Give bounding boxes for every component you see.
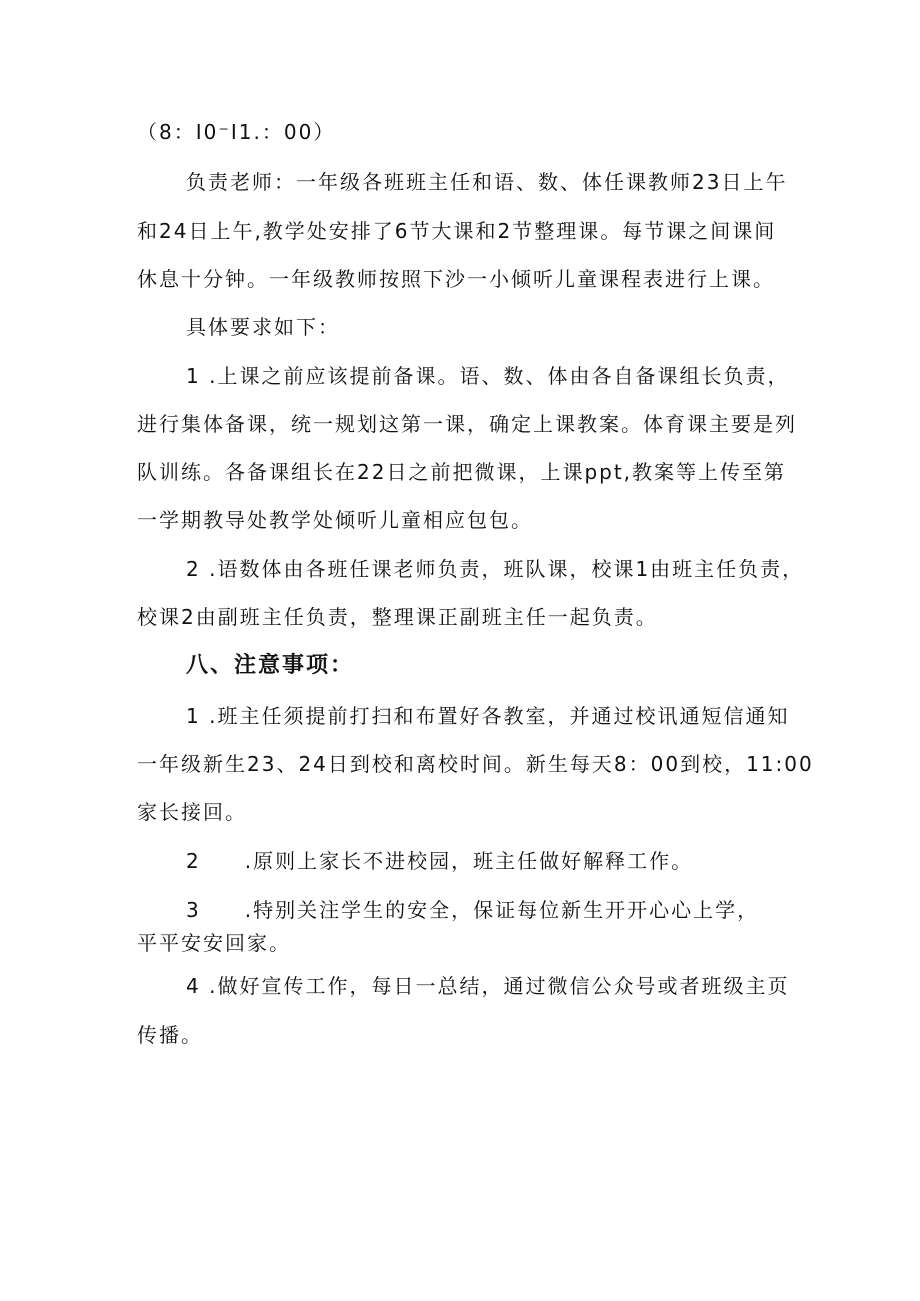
note-1-line-2: 一年级新生23、24日到校和离校时间。新生每天8：00到校，11:00	[137, 752, 814, 776]
requirement-1-line-1: 1 .上课之前应该提前备课。语、数、体由各自备课组长负责，	[186, 364, 790, 388]
teacher-paragraph-line-1: 负责老师：一年级各班班主任和语、数、体任课教师23日上午	[186, 170, 788, 194]
note-2: 2 .原则上家长不进校园，班主任做好解释工作。	[186, 849, 694, 873]
requirements-intro: 具体要求如下：	[186, 315, 340, 339]
section-8-title: 八、注意事项：	[186, 653, 355, 678]
teacher-paragraph-line-3: 休息十分钟。一年级教师按照下沙一小倾听儿童课程表进行上课。	[137, 267, 775, 291]
note-1-line-1: 1 .班主任须提前打扫和布置好各教室，并通过校讯通短信通知	[186, 704, 790, 728]
note-4-line-2: 传播。	[137, 1023, 203, 1047]
note-1-line-3: 家长接回。	[137, 800, 247, 824]
note-4-line-1: 4 .做好宣传工作，每日一总结，通过微信公众号或者班级主页	[186, 974, 790, 998]
teacher-paragraph-line-2: 和24日上午,教学处安排了6节大课和2节整理课。每节课之间课间	[137, 219, 777, 243]
requirement-1-line-4: 一学期教导处教学处倾听儿童相应包包。	[137, 508, 533, 532]
requirement-2-line-2: 校课2由副班主任负责，整理课正副班主任一起负责。	[137, 605, 658, 629]
note-3-line-2: 平平安安回家。	[137, 931, 291, 955]
requirement-1-line-2: 进行集体备课，统一规划这第一课，确定上课教案。体育课主要是列	[137, 412, 797, 436]
requirement-1-line-3: 队训练。各备课组长在22日之前把微课，上课ppt,教案等上传至第	[137, 460, 787, 484]
requirement-2-line-1: 2 .语数体由各班任课老师负责，班队课，校课1由班主任负责，	[186, 557, 805, 581]
note-3-line-1: 3 .特别关注学生的安全，保证每位新生开开心心上学，	[186, 898, 760, 922]
time-note: （8：I0⁻I1.：00）	[137, 120, 336, 144]
